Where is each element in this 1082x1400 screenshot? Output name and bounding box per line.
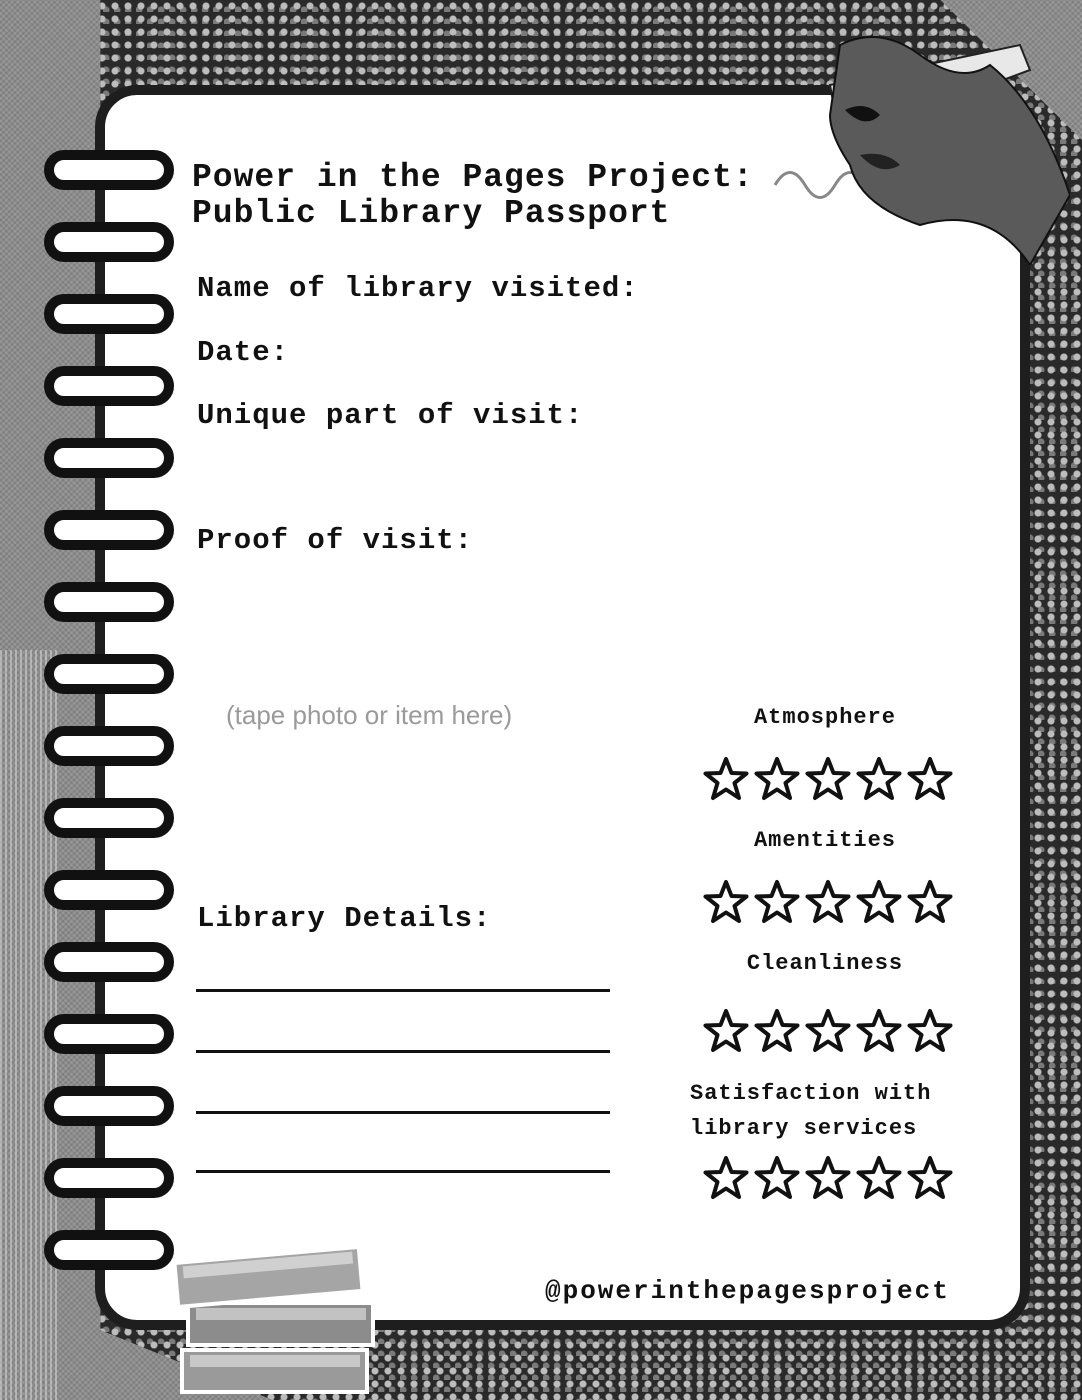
star-icon[interactable] [907,1008,953,1054]
star-icon[interactable] [805,879,851,925]
spiral-ring [44,1086,174,1126]
unique-part-label: Unique part of visit: [197,399,584,432]
book-stack-icon [170,1235,380,1400]
rating-label-satisfaction [690,1076,980,1146]
star-icon[interactable] [703,1155,749,1201]
star-icon[interactable] [805,756,851,802]
star-icon[interactable] [805,1008,851,1054]
writing-line [196,1170,610,1173]
star-icon[interactable] [907,756,953,802]
hand-writing-icon [770,25,1070,265]
star-rating-amenities [703,879,953,929]
spiral-ring [44,510,174,550]
star-icon[interactable] [856,1155,902,1201]
writing-line [196,989,610,992]
star-rating-atmosphere [703,756,953,806]
library-name-label: Name of library visited: [197,272,639,305]
spiral-ring [44,654,174,694]
date-label: Date: [197,336,290,369]
star-icon[interactable] [754,1155,800,1201]
title-line-2: Public Library Passport [192,195,671,232]
title-line-1: Power in the Pages Project: [192,159,754,196]
writing-line [196,1050,610,1053]
rating-label-atmosphere: Atmosphere [753,705,897,730]
spiral-ring [44,870,174,910]
spiral-ring [44,150,174,190]
proof-of-visit-label: Proof of visit: [197,524,474,557]
rating-label-cleanliness: Cleanliness [746,951,904,976]
star-icon[interactable] [805,1155,851,1201]
writing-line [196,1111,610,1114]
star-icon[interactable] [754,879,800,925]
spiral-ring [44,1158,174,1198]
spiral-ring [44,222,174,262]
star-icon[interactable] [754,756,800,802]
star-icon[interactable] [856,756,902,802]
star-icon[interactable] [703,879,749,925]
star-icon[interactable] [856,1008,902,1054]
spiral-ring [44,1230,174,1270]
star-icon[interactable] [856,879,902,925]
social-handle: @powerinthepagesproject [545,1276,950,1306]
spiral-ring [44,294,174,334]
star-rating-cleanliness [703,1008,953,1058]
spiral-ring [44,582,174,622]
spiral-ring [44,366,174,406]
star-rating-satisfaction [703,1155,953,1205]
star-icon[interactable] [703,1008,749,1054]
spiral-ring [44,726,174,766]
star-icon[interactable] [907,1155,953,1201]
rating-label-satisfaction-line-1: Satisfaction with [690,1081,932,1106]
star-icon[interactable] [907,879,953,925]
star-icon[interactable] [703,756,749,802]
rating-label-amenities: Amentities [753,828,897,853]
star-icon[interactable] [754,1008,800,1054]
spiral-ring [44,942,174,982]
spiral-ring [44,438,174,478]
rating-label-satisfaction-line-2: library services [690,1116,918,1141]
photo-placeholder-text: (tape photo or item here) [226,700,513,730]
page-title [192,160,754,232]
library-details-label: Library Details: [197,902,492,935]
spiral-ring [44,1014,174,1054]
spiral-ring [44,798,174,838]
